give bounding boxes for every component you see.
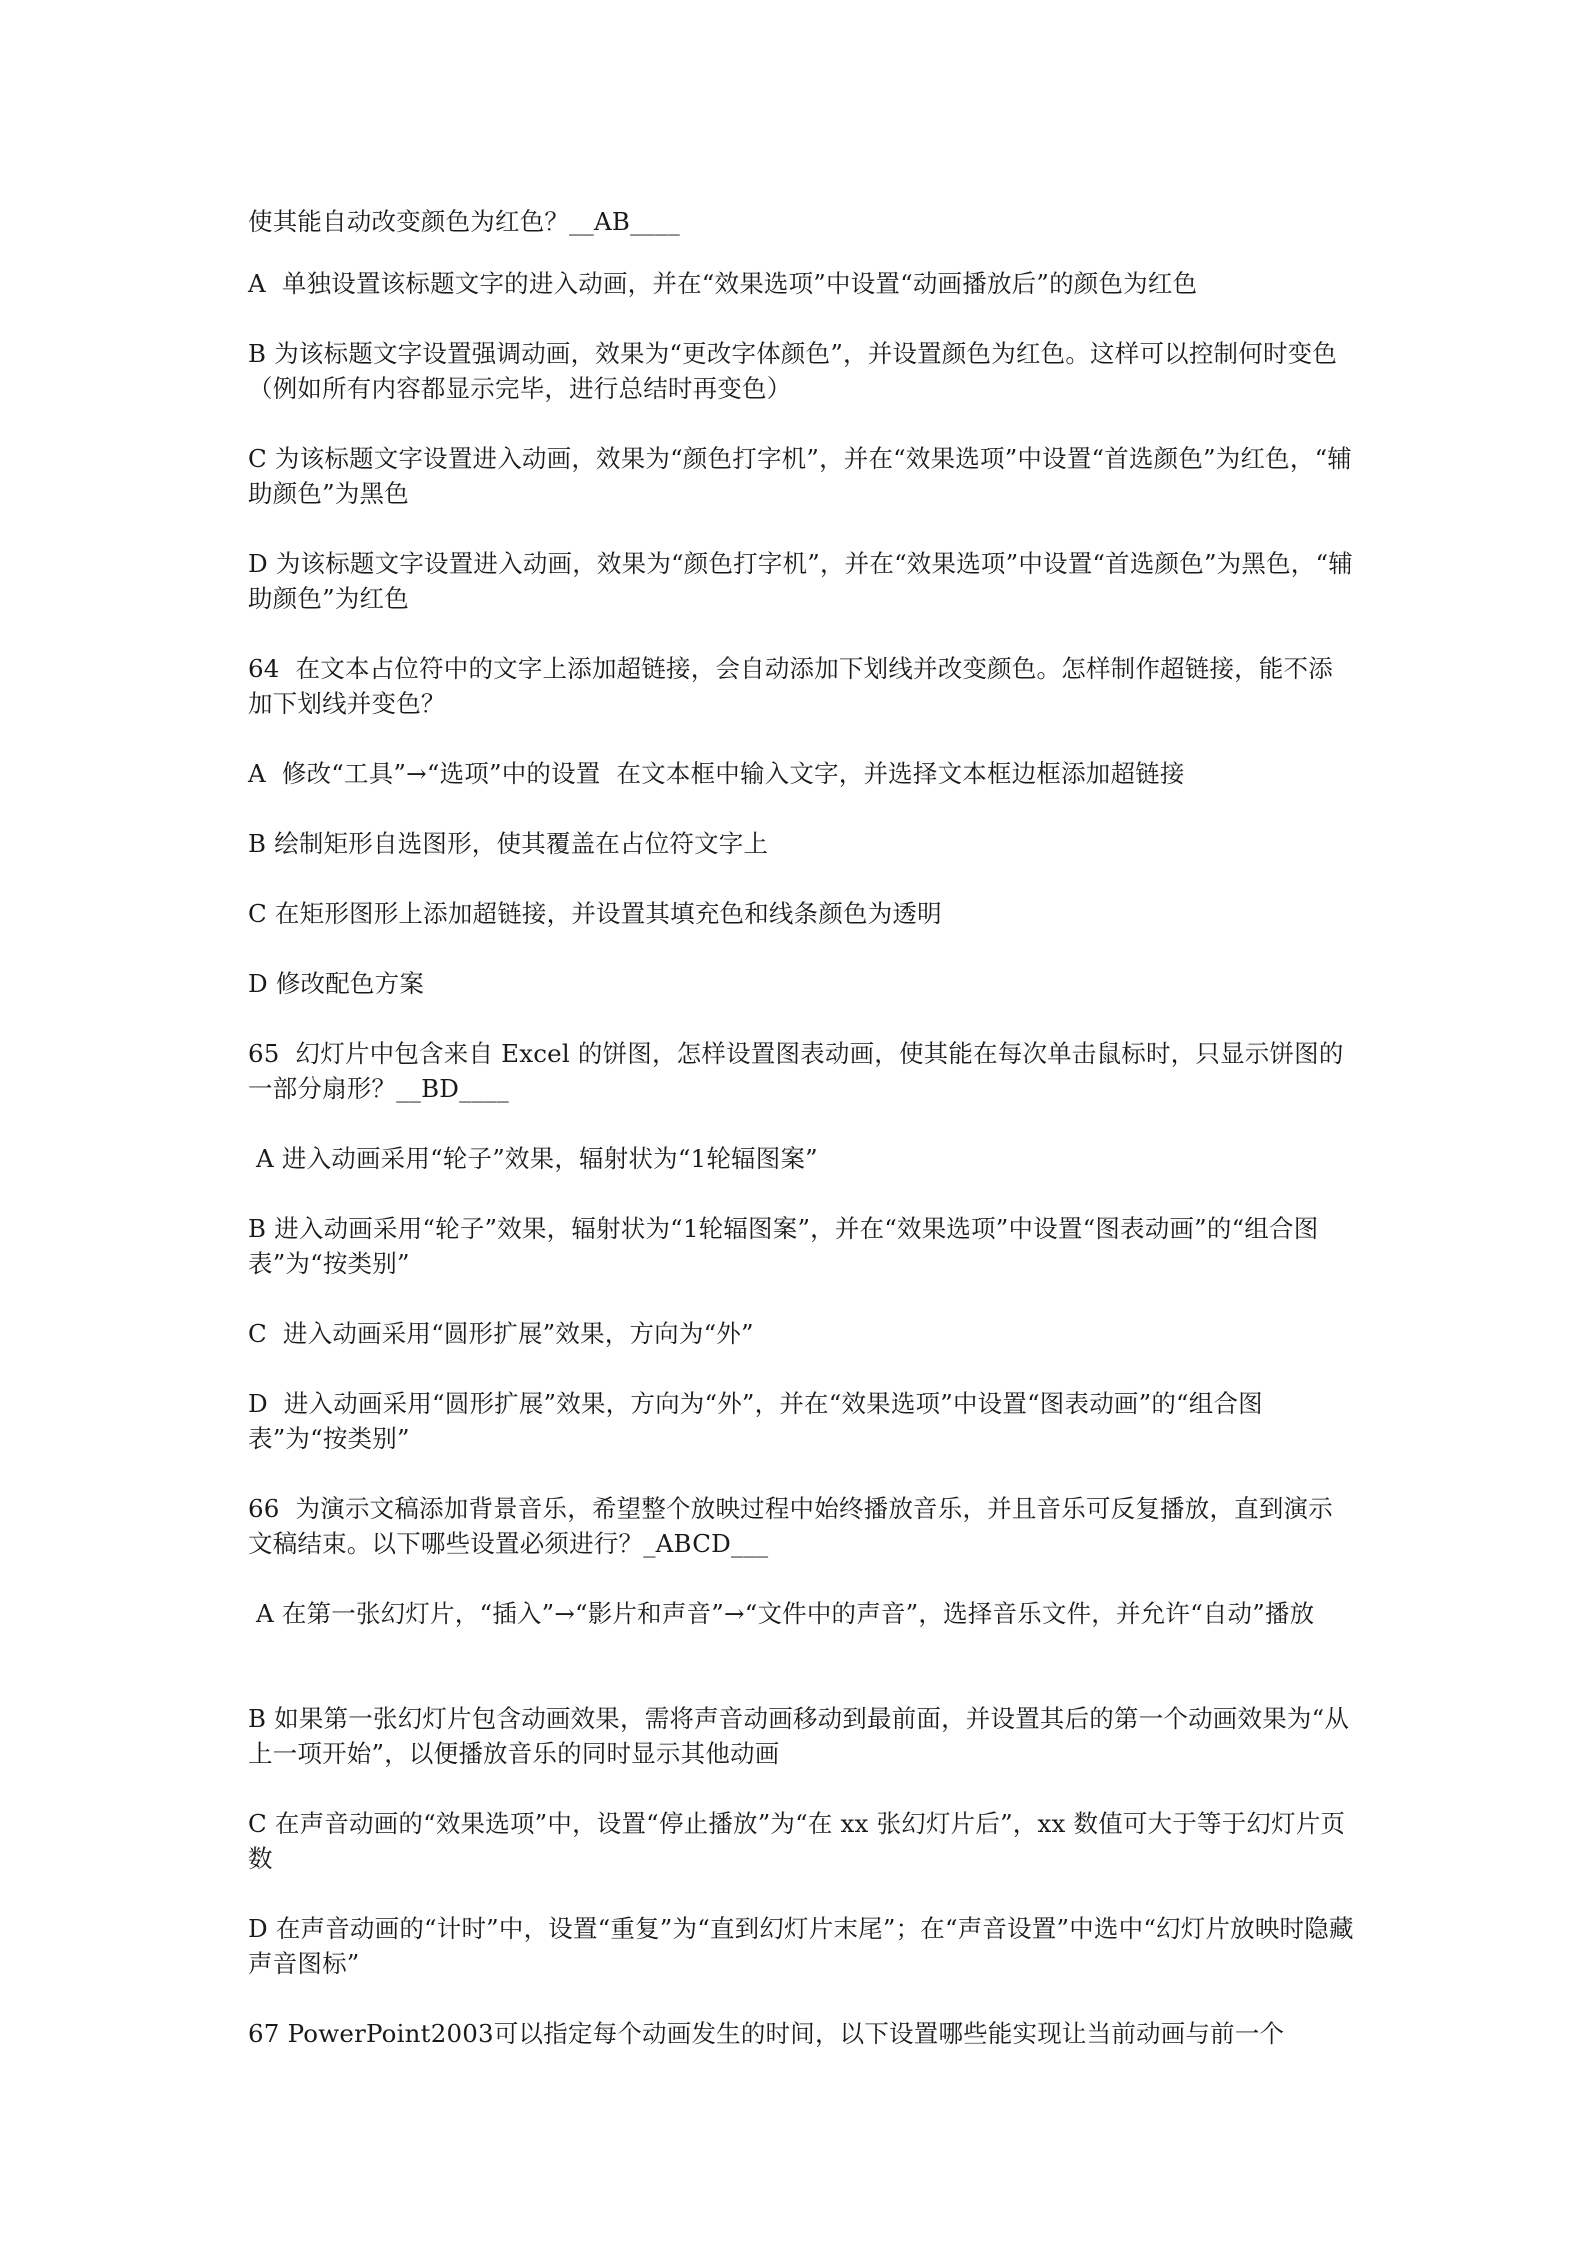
question-64: 64 在文本占位符中的文字上添加超链接，会自动添加下划线并改变颜色。怎样制作超链接，能不添加下划线并变色？ (248, 654, 1333, 718)
question-63-continuation: 使其能自动改变颜色为红色？__AB____ (248, 207, 680, 236)
q63-option-b: B 为该标题文字设置强调动画，效果为“更改字体颜色”，并设置颜色为红色。这样可以控制何时变色（例如所有内容都显示完毕，进行总结时再变色） (248, 339, 1338, 403)
q65-option-c: C 进入动画采用“圆形扩展”效果，方向为“外” (248, 1319, 754, 1348)
q66-option-b: B 如果第一张幻灯片包含动画效果，需将声音动画移动到最前面，并设置其后的第一个动画效果为“从上一项开始”，以便播放音乐的同时显示其他动画 (248, 1704, 1350, 1768)
q66-option-c: C 在声音动画的“效果选项”中，设置“停止播放”为“在 xx 张幻灯片后”，xx 数值可大于等于幻灯片页数 (248, 1809, 1346, 1873)
question-67: 67 PowerPoint2003可以指定每个动画发生的时间，以下设置哪些能实现让当前动画与前一个 (248, 2019, 1285, 2048)
q64-option-d: D 修改配色方案 (248, 969, 425, 998)
question-66: 66 为演示文稿添加背景音乐，希望整个放映过程中始终播放音乐，并且音乐可反复播放，直到演示文稿结束。以下哪些设置必须进行？_ABCD___ (248, 1494, 1333, 1558)
q65-option-d: D 进入动画采用“圆形扩展”效果，方向为“外”，并在“效果选项”中设置“图表动画”的“组合图表”为“按类别” (248, 1389, 1263, 1453)
q64-option-c: C 在矩形图形上添加超链接，并设置其填充色和线条颜色为透明 (248, 899, 942, 928)
q66-option-d: D 在声音动画的“计时”中，设置“重复”为“直到幻灯片末尾”；在“声音设置”中选中“幻灯片放映时隐藏声音图标” (248, 1914, 1354, 1978)
q64-option-b: B 绘制矩形自选图形，使其覆盖在占位符文字上 (248, 829, 769, 858)
q65-option-b: B 进入动画采用“轮子”效果，辐射状为“1轮辐图案”，并在“效果选项”中设置“图表动画”的“组合图表”为“按类别” (248, 1214, 1319, 1278)
q64-option-a: A 修改“工具”→“选项”中的设置 在文本框中输入文字，并选择文本框边框添加超链接 (248, 759, 1185, 788)
q65-option-a: A 进入动画采用“轮子”效果，辐射状为“1轮辐图案” (248, 1144, 818, 1173)
q63-option-d: D 为该标题文字设置进入动画，效果为“颜色打字机”，并在“效果选项”中设置“首选颜色”为黑色，“辅助颜色”为红色 (248, 549, 1353, 613)
q63-option-c: C 为该标题文字设置进入动画，效果为“颜色打字机”，并在“效果选项”中设置“首选颜色”为红色，“辅助颜色”为黑色 (248, 444, 1353, 508)
question-65: 65 幻灯片中包含来自 Excel 的饼图，怎样设置图表动画，使其能在每次单击鼠标时，只显示饼图的一部分扇形？__BD____ (248, 1039, 1344, 1103)
q63-option-a: A 单独设置该标题文字的进入动画，并在“效果选项”中设置“动画播放后”的颜色为红色 (248, 269, 1198, 298)
q66-option-a: A 在第一张幻灯片，“插入”→“影片和声音”→“文件中的声音”，选择音乐文件，并允许“自动”播放 (248, 1599, 1315, 1628)
